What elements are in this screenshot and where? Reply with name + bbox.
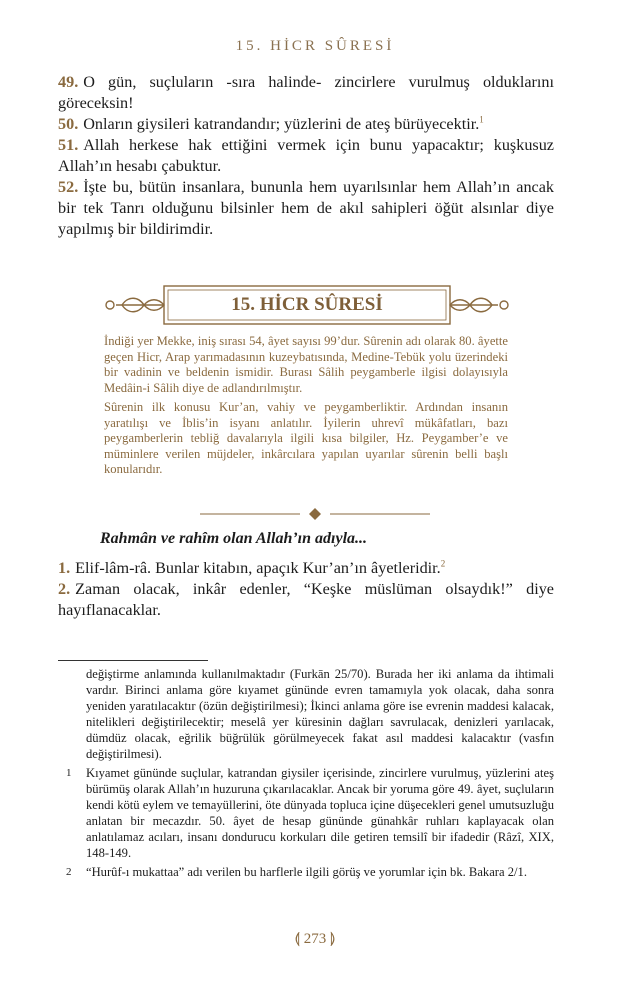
- surah-introduction: [104, 334, 508, 482]
- running-head: 15. HİCR SÛRESİ: [235, 38, 395, 54]
- footnote-1: 1 Kıyamet gününde suçlular, katrandan giysiler içerisinde, zincirlere vurulmuş, yüzlerini ateş bürümüş olarak Allah’ın huzuruna çıkarılacaklar. Ancak bir yoruma göre 49. âyet, suçluların kendi kötü eylem ve temayüllerini, öte dünyada topluca içine düşecekleri genel umutsuzluğu anlatan bir mecazdır. 50. âyet de hesap gününde günahkâr ruhları kaplayacak olan anlatılamaz acıları, insanı dondurucu korkuları dile getiren temsilî bir ifadedir (Râzî, XIX, 148-149.: [66, 766, 554, 860]
- footnote-continued: değiştirme anlamında kullanılmaktadır (Furkān 25/70). Burada her iki anlama da ihtimali vardır. Birinci anlama göre kıyamet gününde evren tamamıyla yok olacak, daha sonra yeniden yaratılacaktır (özün değiştirilmesi); İkinci anlama göre ise evrenin maddesi kalacak, nitelikleri değiştirilecektir; meselâ yer küresinin dağları savrulacak, denizleri yarılacak, dümdüz olacak, eğrilik büğrülük görülmeyecek fakat asıl maddesi kalacaktır (vasfın değiştirilmesi).: [86, 667, 554, 761]
- intro-paragraph: İndiği yer Mekke, iniş sırası 54, âyet sayısı 99’dur. Sûrenin adı olarak 80. âyette geçen Hicr, Arap yarımadasının kuzeybatısında, Medine-Tebük yolu üzerindeki bir vadinin ve beldenin ismidir. Burası Sâlih peygamberle ilgisi dolayısıyla Medâin-i Sâlih diye de adlandırılmıştır.: [104, 334, 508, 395]
- surah-header: [102, 284, 512, 326]
- footnote-2: 2 “Hurûf-ı mukattaa” adı verilen bu harflerle ilgili görüş ve yorumlar için bk. Bakara 2/1.: [66, 865, 527, 879]
- footnote-rule: [58, 660, 208, 661]
- footnote-ref: 1: [479, 114, 484, 125]
- bismillah: Rahmân ve rahîm olan Allah’ın adıyla...: [100, 530, 368, 547]
- verses-top: [58, 72, 554, 240]
- verses-bottom: [58, 558, 554, 621]
- verse-1: 1. Elif-lâm-râ. Bunlar kitabın, apaçık Kur’an’ın âyetleridir.$^2$: [58, 558, 446, 577]
- verse-2: 2. Zaman olacak, inkâr edenler, “Keşke müslüman olsaydık!” diye hayıflanacaklar.: [58, 580, 554, 619]
- footnotes: [58, 666, 554, 883]
- verse-51: 51. Allah herkese hak ettiğini vermek için bunu yapacaktır; kuşkusuz Allah’ın hesabı çabuktur.: [58, 136, 554, 175]
- verse-52: 52. İşte bu, bütün insanlara, bununla hem uyarılsınlar hem Allah’ın ancak bir tek Tanrı olduğunu bilsinler hem de akıl sahipleri öğüt alsınlar diye yapılmış bir bildirimdir.: [58, 178, 554, 238]
- footnote-ref: 2: [440, 558, 446, 569]
- verse-49: 49. O gün, suçluların -sıra halinde- zincirlere vurulmuş olduklarını göreceksin!: [58, 73, 554, 112]
- surah-title: 15. HİCR SÛRESİ: [231, 294, 383, 315]
- ornament-left-icon: ⟬: [294, 931, 304, 947]
- ornament-right-icon: ⟭: [326, 931, 336, 947]
- verse-50: 50. Onların giysileri katrandandır; yüzlerini de ateş bürüyecektir.$^1$: [58, 114, 484, 133]
- intro-paragraph: Sûrenin ilk konusu Kur’an, vahiy ve peygamberliktir. Ardından insanın yaratılışı ve İblis’in isyanı anlatılır. İyilerin uhrevî mükâfatları, bazı peygamberlerin tebliğ davalarıyla ilgili kısa bilgiler, Hz. Peygamber’e ve müminlere verilen müjdeler, inkârcılara yapılan uyarılar sûrenin belli başlı konularıdır.: [104, 400, 508, 476]
- ornament-divider: [200, 508, 430, 520]
- page-number: ⟬ 273 ⟭: [294, 931, 336, 947]
